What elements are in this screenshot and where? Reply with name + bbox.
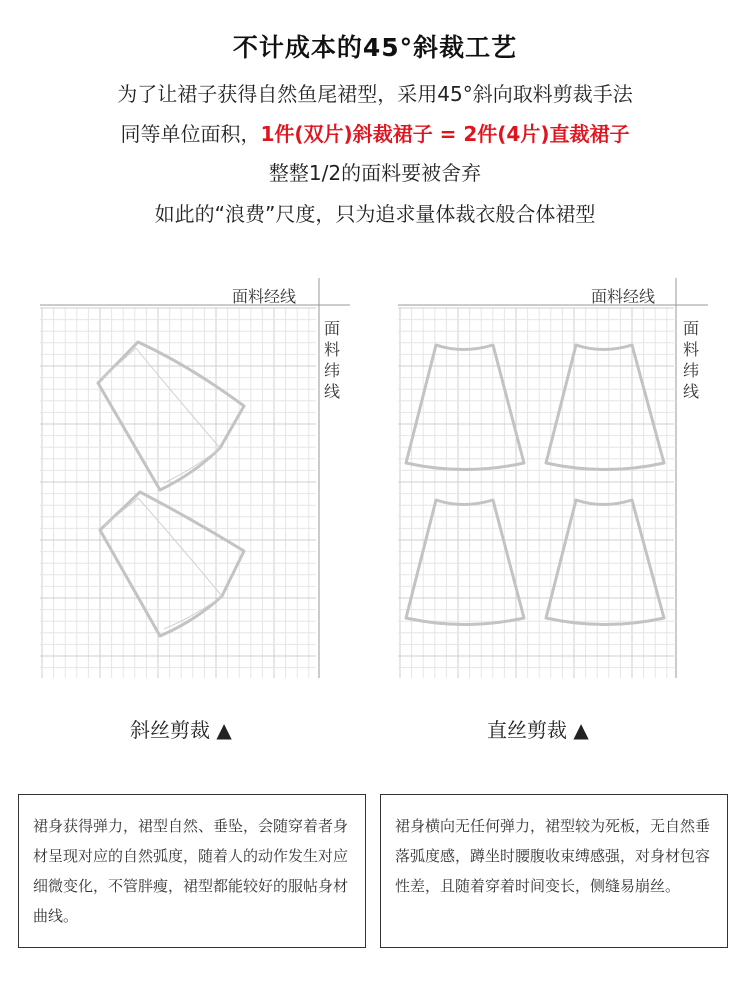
bias-cut-svg xyxy=(40,278,350,678)
straight-panel-2 xyxy=(546,345,664,470)
straight-panel-3 xyxy=(406,500,524,625)
straight-description-box: 裙身横向无任何弹力，裙型较为死板，无自然垂落弧度感，蹲坐时腰腹收束缚感强，对身材包容性差，且随着穿着时间变长，侧缝易崩丝。 xyxy=(380,794,728,948)
intro-line-4: 如此的“浪费”尺度，只为追求量体裁衣般合体裙型 xyxy=(154,202,596,226)
weft-label-right: 面 料 纬 线 xyxy=(682,319,699,401)
intro-line-2 xyxy=(0,118,750,147)
intro-line-1: 为了让裙子获得自然鱼尾裙型，采用45°斜向取料剪裁手法 xyxy=(117,82,633,106)
straight-panel-1 xyxy=(406,345,524,470)
intro-line-2-highlight: 1件(双片)斜裁裙子 = 2件(4片)直裁裙子 xyxy=(260,122,630,146)
straight-cut-caption: 直丝剪裁 ▲ xyxy=(487,718,589,742)
bias-cut-caption: 斜丝剪裁 ▲ xyxy=(130,718,232,742)
bias-panel-top xyxy=(98,342,244,490)
warp-label-right: 面料经线 xyxy=(591,287,656,306)
straight-panel-4 xyxy=(546,500,664,625)
straight-cut-diagram xyxy=(398,278,708,678)
straight-cut-svg xyxy=(398,278,708,678)
weft-label-left: 面 料 纬 线 xyxy=(323,319,340,401)
page-title: 不计成本的45°斜裁工艺 xyxy=(232,33,518,62)
bias-cut-diagram xyxy=(40,278,350,678)
bias-panel-bottom xyxy=(100,492,244,636)
warp-label-left: 面料经线 xyxy=(232,287,297,306)
intro-line-3: 整整1/2的面料要被舍弃 xyxy=(268,161,482,185)
intro-line-2-prefix: 同等单位面积， xyxy=(120,122,261,146)
bias-description-box: 裙身获得弹力，裙型自然、垂坠，会随穿着者身材呈现对应的自然弧度，随着人的动作发生对应细微变化，不管胖瘦，裙型都能较好的服帖身材曲线。 xyxy=(18,794,366,948)
